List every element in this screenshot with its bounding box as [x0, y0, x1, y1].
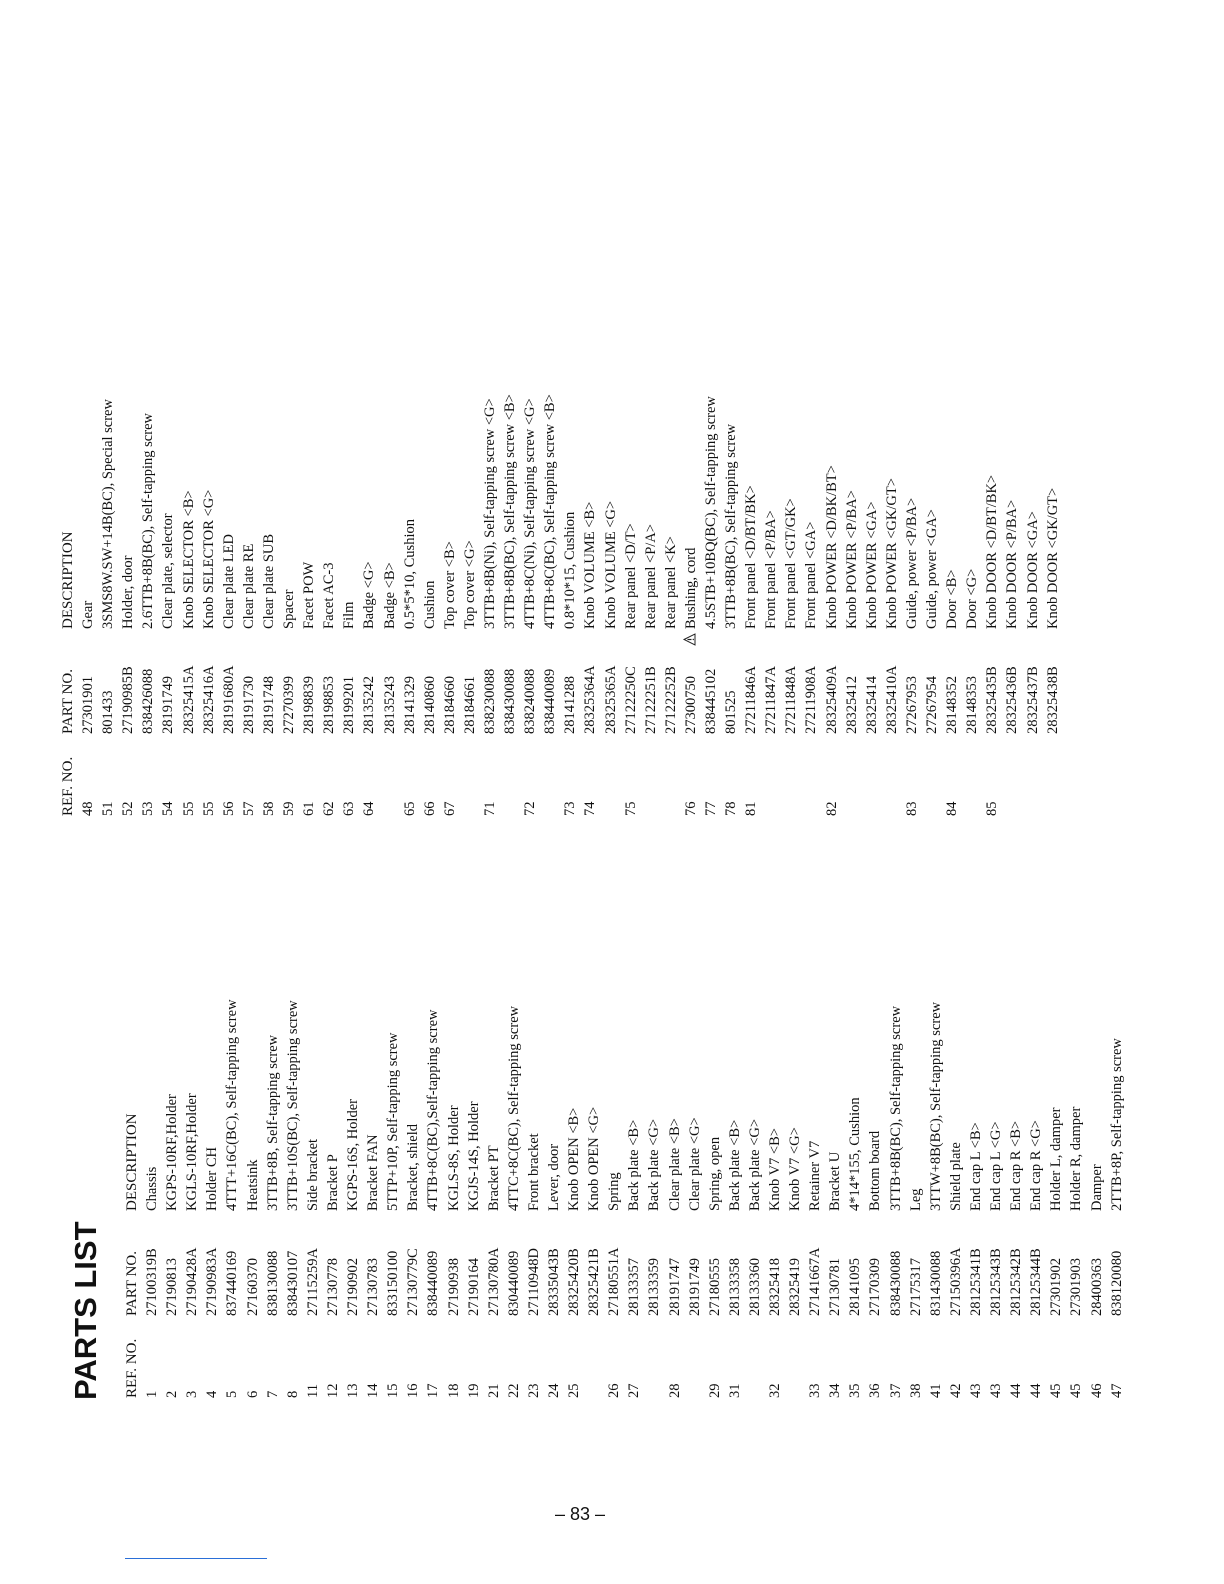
cell-part-no: 28191748 — [260, 676, 277, 734]
cell-part-no: 27160370 — [244, 1258, 261, 1316]
cell-part-no: 28141329 — [401, 676, 418, 734]
cell-description: Bracket PT — [485, 1145, 502, 1211]
cell-ref-no: 27 — [626, 1383, 643, 1398]
cell-part-no: 838240088 — [522, 668, 539, 734]
cell-description: 2.6TTB+8B(BC), Self-tapping screw — [140, 413, 157, 629]
cell-ref-no: 23 — [525, 1383, 542, 1398]
cell-part-no: 838440089 — [542, 668, 559, 734]
cell-part-no: 28191730 — [240, 676, 257, 734]
cell-ref-no: 58 — [260, 801, 277, 816]
cell-description: Facet AC-3 — [321, 562, 338, 629]
safety-warning-icon — [683, 633, 696, 646]
cell-ref-no: 85 — [984, 801, 1001, 816]
cell-part-no: 27190164 — [465, 1258, 482, 1316]
cell-part-no: 28133358 — [726, 1258, 743, 1316]
cell-description: 4TTT+16C(BC), Self-tapping screw — [224, 999, 241, 1211]
cell-ref-no: 43 — [967, 1383, 984, 1398]
cell-ref-no: 59 — [281, 801, 298, 816]
cell-description: Knob DOOR <GK/GT> — [1044, 487, 1061, 629]
cell-part-no: 838426088 — [140, 668, 157, 734]
cell-part-no: 27130778 — [324, 1258, 341, 1316]
cell-ref-no: 37 — [887, 1383, 904, 1398]
cell-description: KGPS-10RF,Holder — [164, 1094, 181, 1211]
cell-description: Knob OPEN <G> — [586, 1106, 603, 1211]
cell-part-no: 27130779C — [405, 1248, 422, 1316]
cell-description: 4*14*155, Cushion — [847, 1097, 864, 1211]
cell-description: Shield plate — [947, 1142, 964, 1211]
cell-description: Side bracket — [304, 1138, 321, 1211]
cell-description: Spring, open — [706, 1136, 723, 1211]
cell-description: Front panel <GT/GK> — [783, 498, 800, 629]
cell-ref-no: 34 — [827, 1383, 844, 1398]
cell-part-no: 28325414 — [863, 676, 880, 734]
cell-ref-no: 54 — [160, 801, 177, 816]
cell-ref-no: 19 — [465, 1383, 482, 1398]
cell-description: Top cover <G> — [461, 540, 478, 629]
cell-description: 0.5*5*10, Cushion — [401, 519, 418, 629]
cell-ref-no: 29 — [706, 1383, 723, 1398]
cell-description: Heatsink — [244, 1159, 261, 1211]
cell-ref-no: 6 — [244, 1390, 261, 1398]
cell-ref-no: 45 — [1048, 1383, 1065, 1398]
cell-part-no: 28184660 — [441, 676, 458, 734]
cell-part-no: 27301903 — [1068, 1258, 1085, 1316]
cell-ref-no: 13 — [345, 1383, 362, 1398]
cell-part-no: 27211908A — [803, 666, 820, 734]
cell-description: Knob DOOR <GA> — [1024, 511, 1041, 629]
cell-ref-no: 28 — [666, 1383, 683, 1398]
cell-description: Guide, power <P/BA> — [903, 497, 920, 629]
cell-description: Front panel <GA> — [803, 521, 820, 629]
cell-part-no: 27100319B — [144, 1248, 161, 1316]
cell-part-no: 27130783 — [365, 1258, 382, 1316]
cell-part-no: 27211846A — [743, 666, 760, 734]
cell-part-no: 27190985B — [120, 666, 137, 734]
cell-ref-no: 78 — [723, 801, 740, 816]
cell-ref-no: 67 — [441, 801, 458, 816]
cell-part-no: 28325438B — [1044, 666, 1061, 734]
cell-description: Top cover <B> — [441, 541, 458, 629]
cell-part-no: 28140860 — [421, 676, 438, 734]
cell-part-no: 831430088 — [927, 1250, 944, 1316]
cell-description: Door <G> — [964, 568, 981, 629]
cell-part-no: 27122251B — [642, 666, 659, 734]
cell-part-no: 28325418 — [767, 1258, 783, 1316]
cell-part-no: 837440169 — [224, 1250, 241, 1316]
cell-ref-no: 15 — [385, 1383, 402, 1398]
cell-ref-no: 81 — [743, 801, 760, 816]
cell-ref-no: 18 — [445, 1383, 462, 1398]
cell-part-no: 27190813 — [164, 1258, 181, 1316]
cell-ref-no: 8 — [284, 1390, 301, 1398]
parts-list-sheet — [60, 230, 1170, 1400]
cell-part-no: 838430088 — [887, 1250, 904, 1316]
cell-part-no: 27141667A — [807, 1247, 824, 1316]
cell-description: Badge <G> — [361, 561, 378, 629]
cell-description: Holder CH — [204, 1146, 221, 1211]
cell-part-no: 27190902 — [345, 1258, 362, 1316]
cell-description: Bottom board — [867, 1130, 884, 1211]
cell-part-no: 27190938 — [445, 1258, 462, 1316]
cell-part-no: 28325435B — [984, 666, 1001, 734]
cell-part-no: 28125341B — [967, 1248, 984, 1316]
cell-part-no: 838430088 — [502, 668, 519, 734]
cell-description: Film — [341, 601, 358, 629]
cell-ref-no: 76 — [682, 801, 699, 816]
cell-part-no: 801433 — [100, 690, 117, 734]
cell-description: Holder L, damper — [1048, 1107, 1065, 1211]
cell-description: Knob VOLUME <B> — [582, 501, 599, 629]
cell-part-no: 27267954 — [924, 676, 941, 734]
cell-ref-no: 25 — [566, 1383, 583, 1398]
cell-description: Door <B> — [944, 569, 961, 629]
cell-part-no: 838440089 — [425, 1250, 442, 1316]
cell-ref-no: 83 — [903, 801, 920, 816]
cell-part-no: 27115259A — [304, 1248, 321, 1316]
cell-description: Bracket, shield — [405, 1124, 422, 1211]
cell-ref-no: 5 — [224, 1390, 241, 1398]
cell-description: 4TTB+8C(Ni), Self-tapping screw <G> — [522, 398, 539, 629]
footer-rule — [125, 1558, 267, 1559]
cell-ref-no: 65 — [401, 801, 418, 816]
cell-ref-no: 56 — [220, 801, 237, 816]
cell-description: Front panel <D/BT/BK> — [743, 485, 760, 629]
cell-description: Clear plate <B> — [666, 1118, 683, 1211]
cell-part-no: 28400363 — [1088, 1258, 1105, 1316]
cell-description: Spacer — [281, 589, 298, 629]
header-description: DESCRIPTION — [124, 1113, 140, 1211]
cell-ref-no: 72 — [522, 801, 539, 816]
header-part-no: PART NO. — [124, 1251, 140, 1316]
cell-description: 3TTB+8B(BC), Self-tapping screw — [887, 1005, 904, 1211]
cell-description: KGLS-10RF,Holder — [184, 1093, 201, 1211]
cell-part-no: 27130780A — [485, 1247, 502, 1316]
cell-ref-no: 4 — [204, 1390, 221, 1398]
cell-part-no: 27301902 — [1048, 1258, 1065, 1316]
cell-ref-no: 66 — [421, 801, 438, 816]
cell-description: Retainer V7 — [807, 1140, 824, 1211]
cell-ref-no: 14 — [365, 1383, 382, 1398]
cell-ref-no: 62 — [321, 801, 338, 816]
cell-part-no: 28191749 — [160, 676, 177, 734]
cell-ref-no: 26 — [606, 1383, 623, 1398]
cell-description: Holder R, damper — [1068, 1106, 1085, 1211]
cell-part-no: 28325421B — [586, 1248, 603, 1316]
cell-ref-no: 2 — [164, 1390, 181, 1398]
cell-description: 4TTB+8C(BC), Self-tapping screw <B> — [542, 394, 559, 629]
cell-part-no: 28125342B — [1008, 1248, 1025, 1316]
cell-ref-no: 16 — [405, 1383, 422, 1398]
cell-ref-no: 44 — [1008, 1383, 1025, 1398]
cell-part-no: 28199201 — [341, 676, 358, 734]
cell-part-no: 27300750 — [682, 676, 699, 734]
cell-part-no: 28198853 — [321, 676, 338, 734]
cell-ref-no: 3 — [184, 1390, 201, 1398]
cell-part-no: 28325420B — [566, 1248, 583, 1316]
cell-description: 4TTC+8C(BC), Self-tapping screw — [505, 1005, 522, 1211]
cell-ref-no: 55 — [180, 801, 197, 816]
cell-description: Gear — [80, 600, 97, 629]
cell-description: End cap R <B> — [1008, 1120, 1025, 1211]
cell-description: KGPS-16S, Holder — [345, 1099, 362, 1211]
cell-description: Leg — [907, 1188, 924, 1211]
cell-description: Knob SELECTOR <B> — [180, 490, 197, 629]
cell-description: Bracket P — [324, 1154, 341, 1211]
cell-ref-no: 77 — [703, 801, 719, 816]
cell-part-no: 27150396A — [947, 1247, 964, 1316]
page-title: PARTS LIST — [68, 1221, 103, 1400]
header-part-no: PART NO. — [60, 669, 76, 734]
cell-part-no: 28325419 — [787, 1258, 804, 1316]
cell-part-no: 28325436B — [1004, 666, 1021, 734]
cell-ref-no: 48 — [80, 801, 97, 816]
cell-ref-no: 12 — [324, 1383, 341, 1398]
cell-description: Knob SELECTOR <G> — [200, 489, 217, 629]
cell-part-no: 830440089 — [505, 1250, 522, 1316]
cell-part-no: 27180555 — [706, 1258, 723, 1316]
cell-description: Bracket U — [827, 1151, 844, 1211]
cell-part-no: 28325409A — [823, 665, 840, 734]
cell-description: End cap L <G> — [988, 1121, 1005, 1211]
cell-description: 0.8*10*15, Cushion — [562, 511, 579, 629]
cell-description: 4TTB+8C(BC),Self-tapping screw — [425, 1009, 442, 1211]
cell-description: Clear plate LED — [220, 533, 237, 629]
cell-description: End cap L <B> — [967, 1122, 984, 1211]
cell-part-no: 28325365A — [602, 665, 619, 734]
cell-part-no: 27175317 — [907, 1258, 924, 1316]
cell-part-no: 838430107 — [284, 1250, 301, 1316]
cell-ref-no: 38 — [907, 1383, 924, 1398]
cell-description: 3TTB+8B(BC), Self-tapping screw <B> — [502, 394, 519, 629]
cell-part-no: 838445102 — [703, 668, 719, 734]
cell-ref-no: 21 — [485, 1383, 502, 1398]
cell-description: Lever, door — [545, 1143, 562, 1211]
cell-description: Facet POW — [301, 561, 318, 629]
cell-description: Knob DOOR <D/BT/BK> — [984, 474, 1001, 629]
cell-description: Spring — [606, 1172, 623, 1211]
cell-description: Knob OPEN <B> — [566, 1107, 583, 1211]
cell-part-no: 28325412 — [843, 676, 860, 734]
cell-ref-no: 82 — [823, 801, 840, 816]
cell-description: 3TTB+8B(BC), Self-tapping screw — [723, 423, 740, 629]
cell-ref-no: 35 — [847, 1383, 864, 1398]
cell-part-no: 27122250C — [622, 666, 639, 734]
cell-part-no: 28198839 — [301, 676, 318, 734]
cell-description: Rear panel <K> — [662, 536, 679, 629]
header-description: DESCRIPTION — [60, 531, 76, 629]
cell-description: Front bracket — [525, 1133, 542, 1211]
cell-description: Rear panel <D/T> — [622, 523, 639, 629]
cell-ref-no: 42 — [947, 1383, 964, 1398]
cell-ref-no: 75 — [622, 801, 639, 816]
cell-part-no: 27110948D — [525, 1248, 542, 1316]
cell-part-no: 28325415A — [180, 665, 197, 734]
cell-ref-no: 47 — [1108, 1383, 1125, 1398]
cell-description: Cushion — [421, 580, 438, 629]
cell-description: Knob POWER <P/BA> — [843, 490, 860, 629]
cell-description: Back plate <B> — [726, 1119, 743, 1211]
cell-part-no: 27170309 — [867, 1258, 884, 1316]
cell-part-no: 838230088 — [481, 668, 498, 734]
cell-description: 3TTB+10S(BC), Self-tapping screw — [284, 1000, 301, 1211]
cell-part-no: 28135243 — [381, 676, 398, 734]
cell-description: KGLS-8S, Holder — [445, 1105, 462, 1211]
cell-part-no: 27211847A — [763, 666, 780, 734]
cell-part-no: 838130088 — [264, 1250, 281, 1316]
cell-ref-no: 74 — [582, 801, 599, 816]
cell-ref-no: 31 — [726, 1383, 743, 1398]
cell-ref-no: 41 — [927, 1383, 944, 1398]
cell-description: Back plate <G> — [646, 1118, 663, 1211]
cell-ref-no: 64 — [361, 801, 378, 816]
cell-ref-no: 63 — [341, 801, 358, 816]
cell-description: Clear plate RE — [240, 543, 257, 629]
cell-ref-no: 43 — [988, 1383, 1005, 1398]
cell-description: Chassis — [144, 1166, 161, 1211]
cell-description: 3TTW+8B(BC), Self-tapping screw — [927, 1001, 944, 1211]
cell-description: 2TTB+8P, Self-tapping screw — [1108, 1038, 1125, 1211]
cell-part-no: 27180551A — [606, 1247, 623, 1316]
cell-description: 3TTB+8B(Ni), Self-tapping screw <G> — [481, 398, 498, 629]
cell-ref-no: 45 — [1068, 1383, 1085, 1398]
cell-description: Knob POWER <GK/GT> — [883, 478, 900, 629]
cell-part-no: 28184661 — [461, 676, 478, 734]
cell-description: 3SMS8W.SW+14B(BC), Special screw — [100, 399, 117, 629]
cell-part-no: 28125344B — [1028, 1248, 1045, 1316]
cell-ref-no: 46 — [1088, 1383, 1105, 1398]
cell-description: Knob V7 <B> — [767, 1128, 783, 1211]
cell-ref-no: 53 — [140, 801, 157, 816]
header-ref-no: REF. NO. — [124, 1338, 140, 1398]
cell-ref-no: 17 — [425, 1383, 442, 1398]
cell-part-no: 28125343B — [988, 1248, 1005, 1316]
cell-part-no: 28141095 — [847, 1258, 864, 1316]
cell-part-no: 27190428A — [184, 1247, 201, 1316]
cell-ref-no: 55 — [200, 801, 217, 816]
cell-part-no: 28335043B — [545, 1248, 562, 1316]
cell-ref-no: 22 — [505, 1383, 522, 1398]
cell-ref-no: 24 — [545, 1383, 562, 1398]
cell-description: Knob VOLUME <G> — [602, 500, 619, 629]
cell-description: Bracket FAN — [365, 1134, 382, 1211]
cell-description: KGJS-14S, Holder — [465, 1101, 482, 1211]
cell-description: End cap R <G> — [1028, 1120, 1045, 1211]
cell-description: 5TTP+10P, Self-tapping screw — [385, 1032, 402, 1211]
cell-ref-no: 11 — [304, 1384, 321, 1398]
cell-description: Clear plate <G> — [686, 1117, 703, 1211]
cell-ref-no: 84 — [944, 801, 961, 816]
cell-ref-no: 51 — [100, 801, 117, 816]
cell-part-no: 28141288 — [562, 676, 579, 734]
cell-description: Bushing, cord — [682, 547, 699, 629]
cell-part-no: 28133360 — [746, 1258, 763, 1316]
cell-part-no: 28135242 — [361, 676, 378, 734]
cell-ref-no: 71 — [481, 801, 498, 816]
cell-description: Clear plate SUB — [260, 533, 277, 629]
cell-part-no: 27122252B — [662, 666, 679, 734]
cell-description: 4.5STB+10BQ(BC), Self-tapping screw — [703, 396, 719, 629]
cell-description: Knob V7 <G> — [787, 1127, 804, 1211]
cell-description: 3TTB+8B, Self-tapping screw — [264, 1034, 281, 1211]
cell-part-no: 28325410A — [883, 665, 900, 734]
cell-description: Knob DOOR <P/BA> — [1004, 499, 1021, 629]
cell-part-no: 838120080 — [1108, 1250, 1125, 1316]
cell-ref-no: 36 — [867, 1383, 884, 1398]
cell-part-no: 27130781 — [827, 1258, 844, 1316]
cell-part-no: 28133359 — [646, 1258, 663, 1316]
cell-part-no: 27270399 — [281, 676, 298, 734]
cell-part-no: 28325437B — [1024, 666, 1041, 734]
cell-part-no: 28148352 — [944, 676, 961, 734]
cell-description: Clear plate, selector — [160, 513, 177, 629]
cell-description: Guide, power <GA> — [924, 509, 941, 629]
cell-ref-no: 32 — [767, 1383, 783, 1398]
cell-ref-no: 61 — [301, 801, 318, 816]
cell-part-no: 27211848A — [783, 666, 800, 734]
cell-part-no: 27190983A — [204, 1247, 221, 1316]
cell-ref-no: 57 — [240, 801, 257, 816]
cell-ref-no: 7 — [264, 1390, 281, 1398]
cell-ref-no: 1 — [144, 1390, 161, 1398]
cell-description: Back plate <G> — [746, 1118, 763, 1211]
cell-part-no: 28191680A — [220, 665, 237, 734]
cell-part-no: 27267953 — [903, 676, 920, 734]
cell-description: Front panel <P/BA> — [763, 510, 780, 629]
cell-ref-no: 52 — [120, 801, 137, 816]
cell-description: Knob POWER <D/BK/BT> — [823, 465, 840, 629]
cell-description: Damper — [1088, 1164, 1105, 1211]
cell-part-no: 28133357 — [626, 1258, 643, 1316]
cell-description: Back plate <B> — [626, 1119, 643, 1211]
cell-part-no: 28325364A — [582, 665, 599, 734]
cell-ref-no: 44 — [1028, 1383, 1045, 1398]
header-ref-no: REF. NO. — [60, 756, 76, 816]
cell-description: Badge <B> — [381, 562, 398, 629]
cell-ref-no: 73 — [562, 801, 579, 816]
cell-part-no: 28325416A — [200, 665, 217, 734]
page-number: – 83 – — [554, 1504, 606, 1524]
cell-ref-no: 33 — [807, 1383, 824, 1398]
cell-part-no: 28191747 — [666, 1258, 683, 1316]
cell-part-no: 833150100 — [385, 1250, 402, 1316]
cell-part-no: 801525 — [723, 690, 740, 734]
cell-part-no: 28148353 — [964, 676, 981, 734]
cell-part-no: 28191749 — [686, 1258, 703, 1316]
cell-part-no: 27301901 — [80, 676, 97, 734]
cell-description: Holder, door — [120, 555, 137, 629]
cell-description: Knob POWER <GA> — [863, 501, 880, 629]
cell-description: Rear panel <P/A> — [642, 524, 659, 629]
